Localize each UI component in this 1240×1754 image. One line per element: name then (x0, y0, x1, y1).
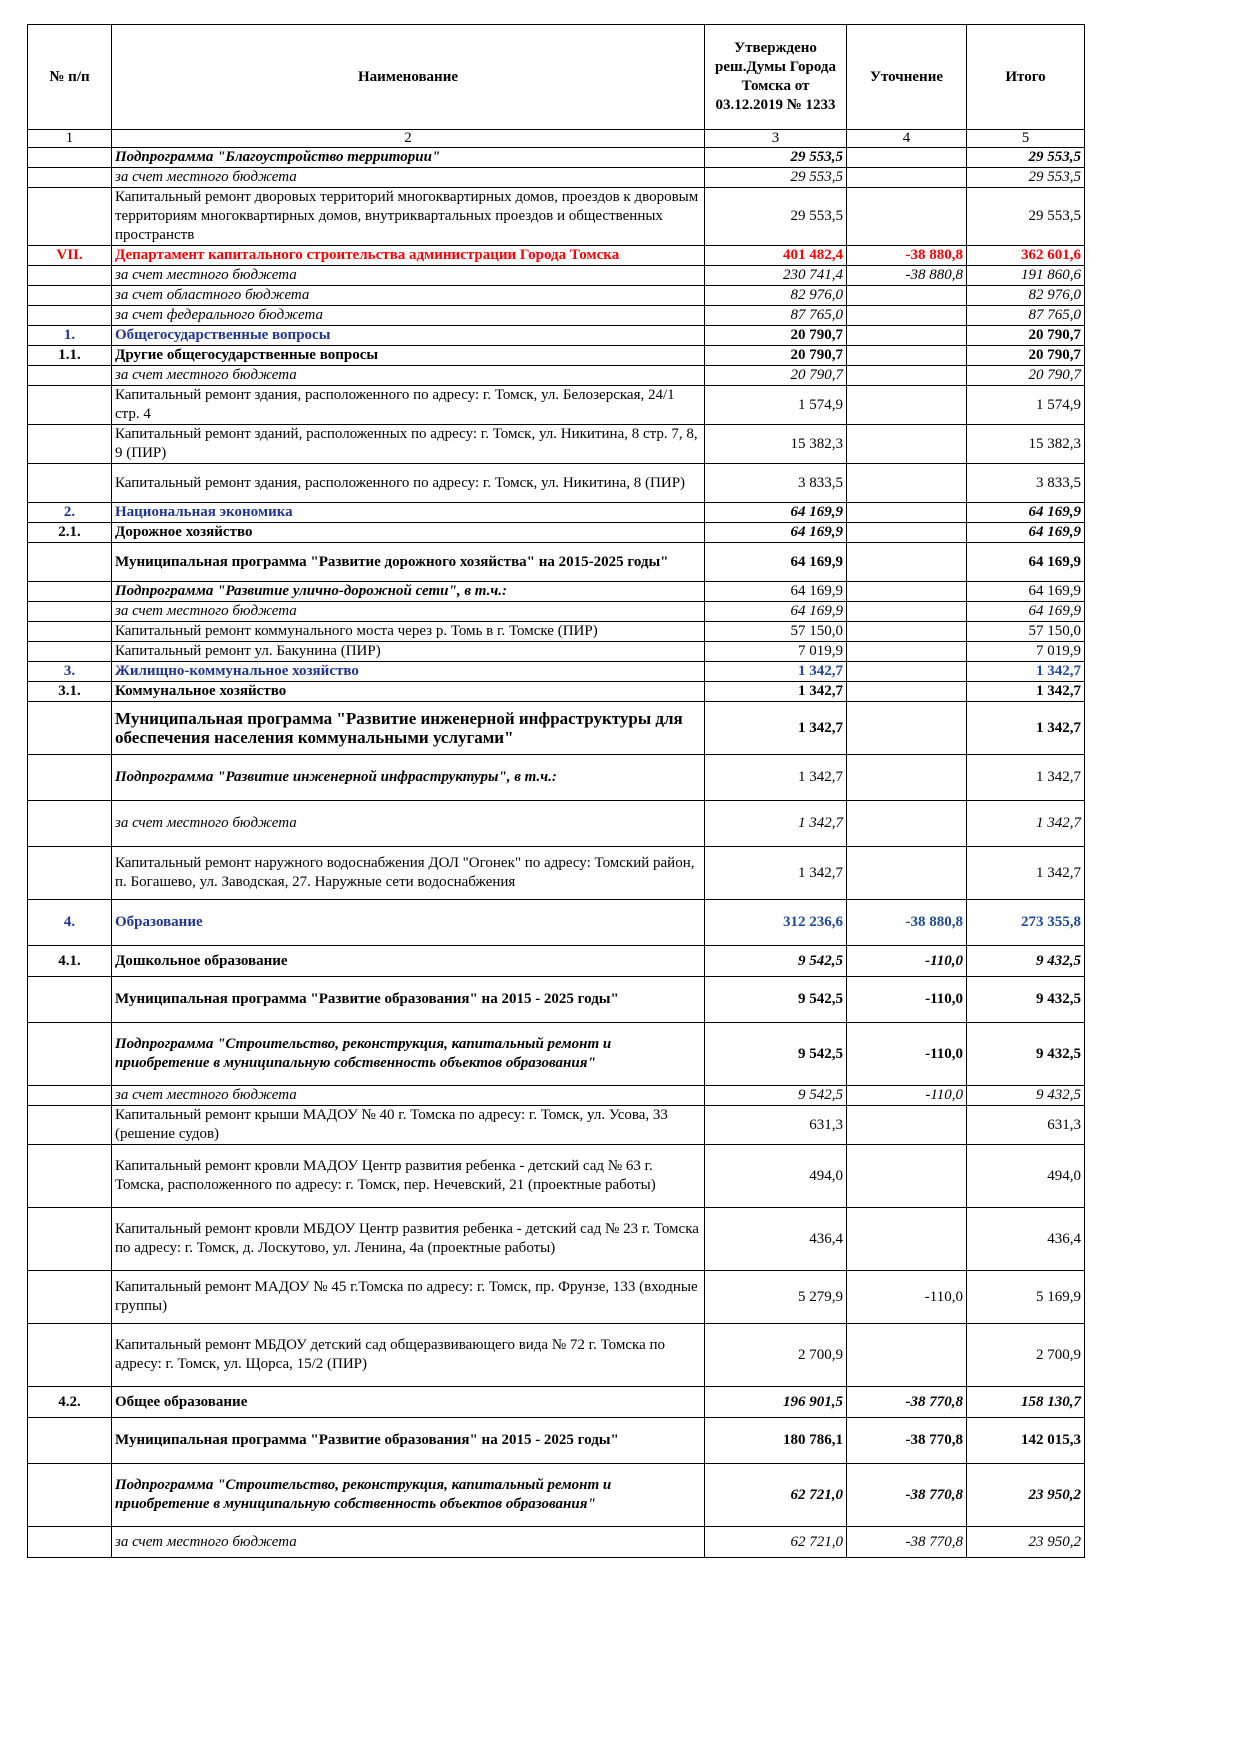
table-row-subsection (28, 346, 1085, 366)
table-row (28, 1145, 1085, 1208)
row-change: -38 770,8 (847, 1418, 967, 1464)
row-change: -38 770,8 (847, 1464, 967, 1527)
row-number (28, 1106, 112, 1145)
table-row-subprogram (28, 1464, 1085, 1527)
row-name: Общее образование (112, 1387, 705, 1418)
table-row-section (28, 503, 1085, 523)
row-total: 9 432,5 (967, 946, 1085, 977)
row-total: 2 700,9 (967, 1324, 1085, 1387)
row-total: 23 950,2 (967, 1464, 1085, 1527)
table-row (28, 266, 1085, 286)
row-approved: 9 542,5 (705, 977, 847, 1023)
row-number (28, 1086, 112, 1106)
row-total: 191 860,6 (967, 266, 1085, 286)
row-number (28, 543, 112, 582)
table-row-subsection (28, 523, 1085, 543)
row-total: 87 765,0 (967, 306, 1085, 326)
row-number (28, 847, 112, 900)
table-header-row (28, 25, 1085, 130)
table-row (28, 425, 1085, 464)
row-total: 29 553,5 (967, 188, 1085, 246)
row-number (28, 642, 112, 662)
row-name: Образование (112, 900, 705, 946)
row-change: -38 880,8 (847, 900, 967, 946)
row-total: 64 169,9 (967, 523, 1085, 543)
row-total: 57 150,0 (967, 622, 1085, 642)
row-name: Капитальный ремонт МБДОУ детский сад общеразвивающего вида № 72 г. Томска по адресу: г. Томск, ул. Щорса, 15/2 (ПИР) (112, 1324, 705, 1387)
row-number (28, 286, 112, 306)
row-total: 64 169,9 (967, 582, 1085, 602)
row-number (28, 1527, 112, 1558)
table-row (28, 464, 1085, 503)
table-row (28, 847, 1085, 900)
table-row-section (28, 900, 1085, 946)
row-approved: 631,3 (705, 1106, 847, 1145)
row-name: Капитальный ремонт кровли МАДОУ Центр развития ребенка - детский сад № 63 г. Томска, расположенного по адресу: г. Томск, пер. Нечевский, 21 (проектные работы) (112, 1145, 705, 1208)
row-change (847, 755, 967, 801)
row-total: 64 169,9 (967, 503, 1085, 523)
row-approved: 1 342,7 (705, 801, 847, 847)
row-change (847, 386, 967, 425)
row-approved: 2 700,9 (705, 1324, 847, 1387)
row-name: Подпрограмма "Развитие улично-дорожной сети", в т.ч.: (112, 582, 705, 602)
row-total: 82 976,0 (967, 286, 1085, 306)
row-change (847, 602, 967, 622)
row-total: 29 553,5 (967, 168, 1085, 188)
row-name: Коммунальное хозяйство (112, 682, 705, 702)
table-row-subprogram (28, 755, 1085, 801)
row-total: 1 342,7 (967, 702, 1085, 755)
row-approved: 436,4 (705, 1208, 847, 1271)
row-change (847, 1106, 967, 1145)
row-approved: 64 169,9 (705, 602, 847, 622)
row-approved: 312 236,6 (705, 900, 847, 946)
table-row (28, 306, 1085, 326)
row-number (28, 386, 112, 425)
row-total: 15 382,3 (967, 425, 1085, 464)
row-total: 5 169,9 (967, 1271, 1085, 1324)
column-number: 5 (967, 130, 1085, 148)
row-approved: 82 976,0 (705, 286, 847, 306)
row-total: 29 553,5 (967, 148, 1085, 168)
row-name: за счет местного бюджета (112, 266, 705, 286)
row-name: Другие общегосударственные вопросы (112, 346, 705, 366)
table-row (28, 148, 1085, 168)
row-total: 1 342,7 (967, 682, 1085, 702)
table-row (28, 1106, 1085, 1145)
row-name: Дошкольное образование (112, 946, 705, 977)
row-number (28, 1145, 112, 1208)
row-change: -38 880,8 (847, 246, 967, 266)
row-name: Капитальный ремонт зданий, расположенных по адресу: г. Томск, ул. Никитина, 8 стр. 7, 8, 9 (ПИР) (112, 425, 705, 464)
row-name: за счет местного бюджета (112, 801, 705, 847)
row-total: 631,3 (967, 1106, 1085, 1145)
row-name: Подпрограмма "Строительство, реконструкция, капитальный ремонт и приобретение в муниципальную собственность объектов образования" (112, 1023, 705, 1086)
row-total: 1 342,7 (967, 847, 1085, 900)
row-total: 9 432,5 (967, 1023, 1085, 1086)
row-total: 64 169,9 (967, 602, 1085, 622)
row-total: 494,0 (967, 1145, 1085, 1208)
row-number (28, 702, 112, 755)
row-number: 1.1. (28, 346, 112, 366)
row-approved: 29 553,5 (705, 168, 847, 188)
row-name: Национальная экономика (112, 503, 705, 523)
row-total: 436,4 (967, 1208, 1085, 1271)
row-approved: 5 279,9 (705, 1271, 847, 1324)
row-change (847, 801, 967, 847)
row-number (28, 425, 112, 464)
row-change: -38 770,8 (847, 1527, 967, 1558)
row-number (28, 1208, 112, 1271)
row-name: Подпрограмма "Развитие инженерной инфраструктуры", в т.ч.: (112, 755, 705, 801)
row-name: за счет местного бюджета (112, 1527, 705, 1558)
row-change (847, 346, 967, 366)
row-number (28, 366, 112, 386)
row-name: Капитальный ремонт МАДОУ № 45 г.Томска по адресу: г. Томск, пр. Фрунзе, 133 (входные группы) (112, 1271, 705, 1324)
table-row (28, 1208, 1085, 1271)
row-name: Общегосударственные вопросы (112, 326, 705, 346)
row-approved: 15 382,3 (705, 425, 847, 464)
row-approved: 64 169,9 (705, 582, 847, 602)
row-number: VII. (28, 246, 112, 266)
row-number (28, 1023, 112, 1086)
table-row-subprogram (28, 1023, 1085, 1086)
row-change (847, 306, 967, 326)
row-approved: 64 169,9 (705, 523, 847, 543)
row-number: 4.1. (28, 946, 112, 977)
row-total: 362 601,6 (967, 246, 1085, 266)
row-total: 23 950,2 (967, 1527, 1085, 1558)
table-row (28, 1527, 1085, 1558)
row-number (28, 1324, 112, 1387)
row-name: за счет федерального бюджета (112, 306, 705, 326)
row-approved: 494,0 (705, 1145, 847, 1208)
table-row (28, 622, 1085, 642)
row-approved: 87 765,0 (705, 306, 847, 326)
row-approved: 401 482,4 (705, 246, 847, 266)
row-name: Капитальный ремонт наружного водоснабжения ДОЛ "Огонек" по адресу: Томский район, п. Богашево, ул. Заводская, 27. Наружные сети водоснабжения (112, 847, 705, 900)
row-number (28, 1271, 112, 1324)
row-approved: 9 542,5 (705, 1086, 847, 1106)
column-number: 3 (705, 130, 847, 148)
row-approved: 20 790,7 (705, 326, 847, 346)
row-change (847, 326, 967, 346)
row-change (847, 148, 967, 168)
row-total: 7 019,9 (967, 642, 1085, 662)
table-row (28, 642, 1085, 662)
row-change (847, 1208, 967, 1271)
row-name: Муниципальная программа "Развитие дорожного хозяйства" на 2015-2025 годы" (112, 543, 705, 582)
row-change: -110,0 (847, 1086, 967, 1106)
row-approved: 9 542,5 (705, 1023, 847, 1086)
budget-table (27, 24, 1085, 1558)
row-number: 3. (28, 662, 112, 682)
table-row (28, 286, 1085, 306)
row-total: 20 790,7 (967, 366, 1085, 386)
row-change (847, 1324, 967, 1387)
row-total: 273 355,8 (967, 900, 1085, 946)
row-number (28, 755, 112, 801)
row-change: -110,0 (847, 977, 967, 1023)
column-header-total: Итого (967, 25, 1085, 130)
column-header-number: № п/п (28, 25, 112, 130)
row-name: Муниципальная программа "Развитие инженерной инфраструктуры для обеспечения населения коммунальными услугами" (112, 702, 705, 755)
row-number (28, 168, 112, 188)
row-change (847, 1145, 967, 1208)
row-total: 20 790,7 (967, 346, 1085, 366)
row-number: 2. (28, 503, 112, 523)
table-row-program (28, 1418, 1085, 1464)
row-name: Подпрограмма "Строительство, реконструкция, капитальный ремонт и приобретение в муниципальную собственность объектов образования" (112, 1464, 705, 1527)
row-name: Капитальный ремонт дворовых территорий многоквартирных домов, проездов к дворовым территориям многоквартирных домов, внутриквартальных проездов и общественных пространств (112, 188, 705, 246)
row-number (28, 148, 112, 168)
row-name: за счет местного бюджета (112, 602, 705, 622)
row-approved: 20 790,7 (705, 346, 847, 366)
row-approved: 62 721,0 (705, 1464, 847, 1527)
row-approved: 1 342,7 (705, 662, 847, 682)
row-total: 20 790,7 (967, 326, 1085, 346)
row-approved: 1 342,7 (705, 702, 847, 755)
row-approved: 196 901,5 (705, 1387, 847, 1418)
row-name: Капитальный ремонт крыши МАДОУ № 40 г. Томска по адресу: г. Томск, ул. Усова, 33 (решение судов) (112, 1106, 705, 1145)
row-approved: 1 342,7 (705, 682, 847, 702)
row-approved: 9 542,5 (705, 946, 847, 977)
row-approved: 64 169,9 (705, 543, 847, 582)
row-name: Департамент капитального строительства администрации Города Томска (112, 246, 705, 266)
row-total: 1 342,7 (967, 801, 1085, 847)
column-header-change: Уточнение (847, 25, 967, 130)
table-row-subsection (28, 946, 1085, 977)
row-name: за счет областного бюджета (112, 286, 705, 306)
row-total: 1 574,9 (967, 386, 1085, 425)
row-number (28, 1418, 112, 1464)
row-name: за счет местного бюджета (112, 366, 705, 386)
row-name: Жилищно-коммунальное хозяйство (112, 662, 705, 682)
row-change: -110,0 (847, 1271, 967, 1324)
row-number (28, 464, 112, 503)
row-change (847, 582, 967, 602)
column-number: 1 (28, 130, 112, 148)
row-change (847, 702, 967, 755)
row-approved: 3 833,5 (705, 464, 847, 503)
row-change (847, 662, 967, 682)
table-row-program (28, 543, 1085, 582)
table-row (28, 1271, 1085, 1324)
row-approved: 64 169,9 (705, 503, 847, 523)
row-total: 64 169,9 (967, 543, 1085, 582)
row-change: -110,0 (847, 1023, 967, 1086)
row-name: Капитальный ремонт здания, расположенного по адресу: г. Томск, ул. Никитина, 8 (ПИР) (112, 464, 705, 503)
row-approved: 180 786,1 (705, 1418, 847, 1464)
row-change (847, 642, 967, 662)
row-number (28, 602, 112, 622)
row-approved: 230 741,4 (705, 266, 847, 286)
column-number-row (28, 130, 1085, 148)
table-row-section (28, 662, 1085, 682)
row-number: 4.2. (28, 1387, 112, 1418)
row-approved: 7 019,9 (705, 642, 847, 662)
table-row (28, 188, 1085, 246)
row-change: -38 770,8 (847, 1387, 967, 1418)
table-row (28, 1324, 1085, 1387)
row-number: 2.1. (28, 523, 112, 543)
table-row-subsection (28, 682, 1085, 702)
row-approved: 29 553,5 (705, 188, 847, 246)
column-number: 2 (112, 130, 705, 148)
column-header-name: Наименование (112, 25, 705, 130)
row-number (28, 266, 112, 286)
row-number: 4. (28, 900, 112, 946)
row-change (847, 622, 967, 642)
row-name: за счет местного бюджета (112, 1086, 705, 1106)
row-approved: 62 721,0 (705, 1527, 847, 1558)
row-name: Дорожное хозяйство (112, 523, 705, 543)
row-approved: 1 342,7 (705, 847, 847, 900)
row-change (847, 543, 967, 582)
row-total: 158 130,7 (967, 1387, 1085, 1418)
row-change: -110,0 (847, 946, 967, 977)
column-number: 4 (847, 130, 967, 148)
row-approved: 1 574,9 (705, 386, 847, 425)
row-name: Капитальный ремонт здания, расположенного по адресу: г. Томск, ул. Белозерская, 24/1 стр. 4 (112, 386, 705, 425)
row-total: 9 432,5 (967, 977, 1085, 1023)
table-row (28, 801, 1085, 847)
table-row-department (28, 246, 1085, 266)
row-change (847, 682, 967, 702)
row-change (847, 464, 967, 503)
row-number (28, 801, 112, 847)
table-row-subprogram (28, 582, 1085, 602)
row-number (28, 306, 112, 326)
row-name: Капитальный ремонт ул. Бакунина (ПИР) (112, 642, 705, 662)
row-change (847, 425, 967, 464)
table-row-subsection (28, 1387, 1085, 1418)
row-number (28, 1464, 112, 1527)
row-number (28, 582, 112, 602)
row-number: 1. (28, 326, 112, 346)
table-row (28, 168, 1085, 188)
row-name: Подпрограмма "Благоустройство территории" (112, 148, 705, 168)
row-change: -38 880,8 (847, 266, 967, 286)
row-name: за счет местного бюджета (112, 168, 705, 188)
table-row (28, 602, 1085, 622)
row-approved: 29 553,5 (705, 148, 847, 168)
row-number (28, 622, 112, 642)
row-number (28, 188, 112, 246)
column-header-approved: Утверждено реш.Думы Города Томска от 03.12.2019 № 1233 (705, 25, 847, 130)
table-row (28, 386, 1085, 425)
row-change (847, 503, 967, 523)
row-total: 1 342,7 (967, 755, 1085, 801)
row-approved: 20 790,7 (705, 366, 847, 386)
row-total: 142 015,3 (967, 1418, 1085, 1464)
table-row-section (28, 326, 1085, 346)
row-change (847, 168, 967, 188)
row-change (847, 366, 967, 386)
row-total: 3 833,5 (967, 464, 1085, 503)
row-name: Муниципальная программа "Развитие образования" на 2015 - 2025 годы" (112, 1418, 705, 1464)
row-approved: 1 342,7 (705, 755, 847, 801)
row-change (847, 523, 967, 543)
table-row (28, 1086, 1085, 1106)
table-row (28, 366, 1085, 386)
row-name: Капитальный ремонт кровли МБДОУ Центр развития ребенка - детский сад № 23 г. Томска по адресу: г. Томск, д. Лоскутово, ул. Ленина, 4а (проектные работы) (112, 1208, 705, 1271)
row-name: Муниципальная программа "Развитие образования" на 2015 - 2025 годы" (112, 977, 705, 1023)
row-change (847, 847, 967, 900)
row-name: Капитальный ремонт коммунального моста через р. Томь в г. Томске (ПИР) (112, 622, 705, 642)
table-row-program (28, 977, 1085, 1023)
row-change (847, 286, 967, 306)
table-row-program (28, 702, 1085, 755)
row-change (847, 188, 967, 246)
row-number: 3.1. (28, 682, 112, 702)
row-total: 1 342,7 (967, 662, 1085, 682)
row-approved: 57 150,0 (705, 622, 847, 642)
row-number (28, 977, 112, 1023)
row-total: 9 432,5 (967, 1086, 1085, 1106)
